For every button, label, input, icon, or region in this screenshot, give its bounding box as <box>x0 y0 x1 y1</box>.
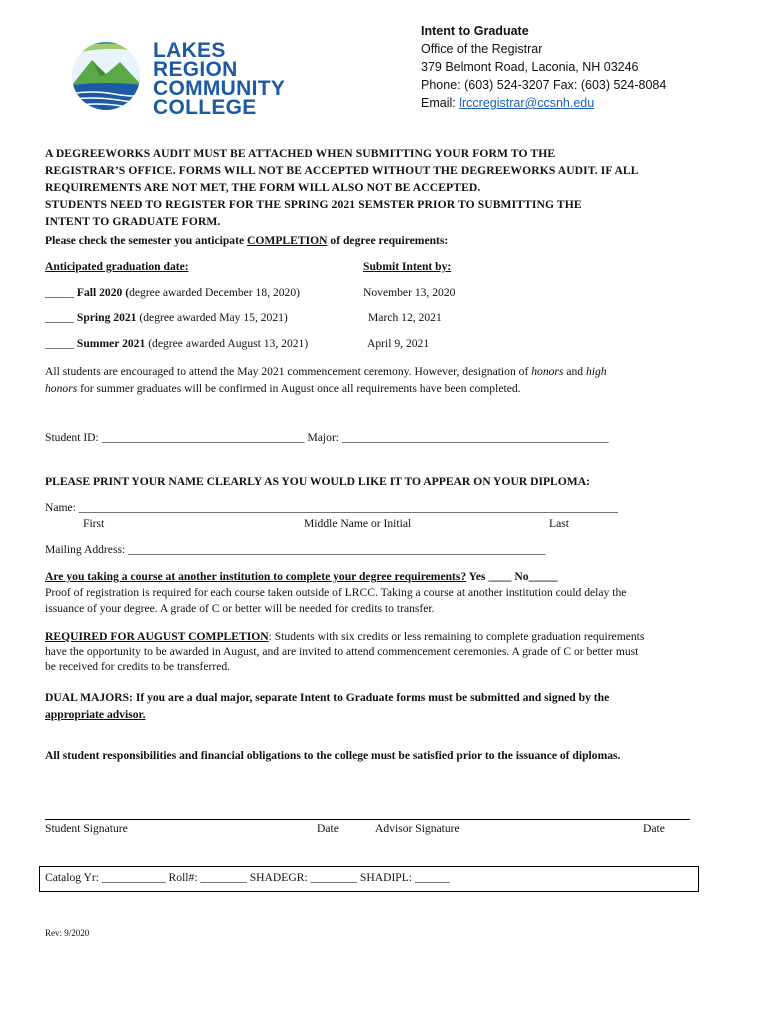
name-field[interactable]: _____________________________________________________________________________________________ <box>78 501 618 514</box>
deadline-fall: November 13, 2020 <box>363 286 456 299</box>
mailing-label: Mailing Address: <box>45 543 129 556</box>
college-logo <box>62 39 292 119</box>
logo-line-1: LAKES <box>153 39 226 62</box>
august-completion-section: REQUIRED FOR AUGUST COMPLETION: Students with six credits or less remaining to complete graduation requirements have the opportunity to be awarded in August, and are invited to attend commencement ceremonies. A grade of C or better must be received for credits to be transferred. <box>45 630 645 673</box>
name-first-caption: First <box>83 517 105 530</box>
semester-row-summer[interactable]: _____ Summer 2021 (degree awarded August 13, 2021) <box>45 337 309 350</box>
semester-instruction: Please check the semester you anticipate COMPLETION of degree requirements: <box>45 234 449 247</box>
col-header-submit-by: Submit Intent by: <box>363 260 452 273</box>
office-use-fields <box>45 871 450 884</box>
roll-field[interactable]: Roll#: ________ <box>168 871 250 884</box>
semester-row-fall[interactable]: _____ Fall 2020 (degree awarded December 18, 2020) <box>45 286 301 299</box>
student-date-label: Date <box>317 822 339 835</box>
notice-line: A DEGREEWORKS AUDIT MUST BE ATTACHED WHEN SUBMITTING YOUR FORM TO THE <box>45 147 556 160</box>
mailing-row <box>45 543 545 556</box>
logo-mountain-icon <box>62 40 152 112</box>
degreeworks-notice <box>45 145 639 230</box>
name-last-caption: Last <box>549 517 569 530</box>
student-id-label: Student ID: <box>45 431 102 444</box>
major-field[interactable]: ______________________________________________ <box>341 431 609 444</box>
semester-row-spring[interactable]: _____ Spring 2021 (degree awarded May 15, 2021) <box>45 311 288 324</box>
student-id-field[interactable]: ___________________________________ <box>101 431 305 444</box>
yes-no-field[interactable]: Yes ____ No_____ <box>466 570 558 583</box>
commencement-note: All students are encouraged to attend the May 2021 commencement ceremony. However, designation of honors and high honors for summer graduates will be confirmed in August once all requirements have been completed. <box>45 365 607 395</box>
advisor-signature-label: Advisor Signature <box>375 822 460 835</box>
logo-line-3: COMMUNITY <box>153 77 286 100</box>
logo-line-2: REGION <box>153 58 238 81</box>
form-title: Intent to Graduate <box>421 24 529 38</box>
other-institution-section: Are you taking a course at another institution to complete your degree requirements? Yes ____ No_____ Proof of registration is required for each course taken outside of LRCC. Taking a course at another institution could delay the issuance of your degree. A grade of C or better will be needed for credits to transfer. <box>45 570 627 615</box>
advisor-date-label: Date <box>643 822 665 835</box>
email-link[interactable]: lrccregistrar@ccsnh.edu <box>459 96 595 110</box>
student-id-major-row <box>45 431 609 444</box>
notice-line: REQUIREMENTS ARE NOT MET, THE FORM WILL ALSO NOT BE ACCEPTED. <box>45 181 481 194</box>
revision-date: Rev: 9/2020 <box>45 928 90 938</box>
signature-line[interactable] <box>45 819 690 820</box>
notice-line: STUDENTS NEED TO REGISTER FOR THE SPRING 2021 SEMSTER PRIOR TO SUBMITTING THE <box>45 198 582 211</box>
office-address: 379 Belmont Road, Laconia, NH 03246 <box>421 60 639 74</box>
notice-line: INTENT TO GRADUATE FORM. <box>45 215 221 228</box>
registrar-header <box>421 22 666 112</box>
col-header-graduation-date: Anticipated graduation date: <box>45 260 189 273</box>
mailing-field[interactable]: ________________________________________________________________________ <box>128 543 546 556</box>
name-middle-caption: Middle Name or Initial <box>304 517 412 530</box>
notice-line: REGISTRAR’S OFFICE. FORMS WILL NOT BE ACCEPTED WITHOUT THE DEGREEWORKS AUDIT. IF ALL <box>45 164 639 177</box>
name-label: Name: <box>45 501 79 514</box>
other-institution-question: Are you taking a course at another institution to complete your degree requirements? <box>45 570 467 583</box>
office-phone: Phone: (603) 524-3207 Fax: (603) 524-8084 <box>421 78 667 92</box>
shadipl-field[interactable]: SHADIPL: ______ <box>359 871 450 884</box>
student-signature-label: Student Signature <box>45 822 128 835</box>
name-row <box>45 501 618 514</box>
dual-majors-note: DUAL MAJORS: If you are a dual major, separate Intent to Graduate forms must be submitted and signed by the appropriate advisor. <box>45 691 610 721</box>
print-name-heading: PLEASE PRINT YOUR NAME CLEARLY AS YOU WOULD LIKE IT TO APPEAR ON YOUR DIPLOMA: <box>45 475 590 488</box>
shadegr-field[interactable]: SHADEGR: ________ <box>249 871 360 884</box>
deadline-spring: March 12, 2021 <box>368 311 442 324</box>
major-label: Major: <box>304 431 342 444</box>
august-heading: REQUIRED FOR AUGUST COMPLETION <box>45 630 269 643</box>
office-name: Office of the Registrar <box>421 42 543 56</box>
deadline-summer: April 9, 2021 <box>367 337 430 350</box>
email-label: Email: <box>421 96 456 110</box>
logo-line-4: COLLEGE <box>153 96 257 119</box>
obligations-note: All student responsibilities and financial obligations to the college must be satisfied prior to the issuance of diplomas. <box>45 749 621 762</box>
catalog-year-field[interactable]: Catalog Yr: ___________ <box>45 871 169 884</box>
